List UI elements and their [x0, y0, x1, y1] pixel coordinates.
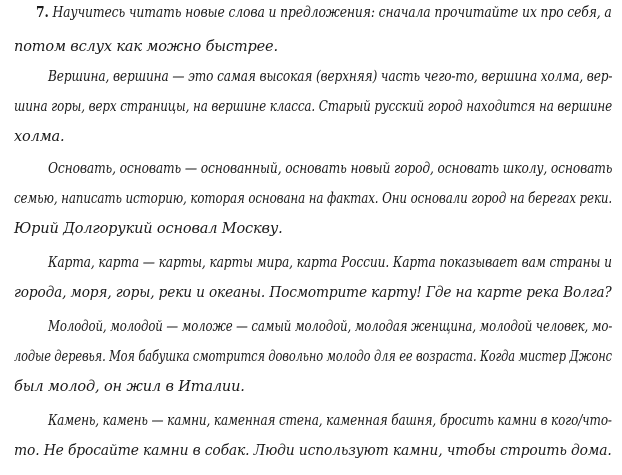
paragraph-3-line-1: Карта, карта — карты, карты мира, карта России. Карта показывает вам страны и [48, 255, 612, 271]
paragraph-4-line-3: был молод, он жил в Италии. [14, 379, 245, 395]
paragraph-4-line-1: Молодой, молодой — моложе — самый молодой, молодая женщина, молодой человек, мо- [48, 319, 613, 335]
paragraph-1-line-2: шина горы, верх страницы, на вершине класса. Старый русский город находится на вершине [14, 99, 613, 115]
paragraph-1-line-3: холма. [14, 129, 65, 145]
paragraph-5-line-1: Камень, камень — камни, каменная стена, каменная башня, бросить камни в кого/что- [48, 413, 612, 429]
paragraph-2-line-3: Юрий Долгорукий основал Москву. [14, 221, 283, 237]
paragraph-2-line-1: Основать, основать — основанный, основать новый город, основать школу, основать [48, 161, 613, 177]
exercise-number: 7. [36, 4, 49, 21]
paragraph-2-line-2: семью, написать историю, которая основана на фактах. Они основали город на берегах реки. [14, 191, 613, 207]
paragraph-4-line-2: лодые деревья. Моя бабушка смотрится довольно молодо для ее возраста. Когда мистер Джонс [14, 349, 612, 365]
paragraph-5-line-2: то. Не бросайте камни в собак. Люди используют камни, чтобы строить дома. [14, 443, 612, 459]
exercise-line-1 [36, 4, 612, 22]
paragraph-3-line-2: города, моря, горы, реки и океаны. Посмотрите карту! Где на карте река Волга? [14, 285, 612, 301]
exercise-line-2: потом вслух как можно быстрее. [14, 39, 278, 55]
exercise-instruction: Научитесь читать новые слова и предложения: сначала прочитайте их про себя, а [52, 5, 612, 21]
paragraph-1-line-1: Вершина, вершина — это самая высокая (верхняя) часть чего-то, вершина холма, вер- [48, 69, 613, 85]
